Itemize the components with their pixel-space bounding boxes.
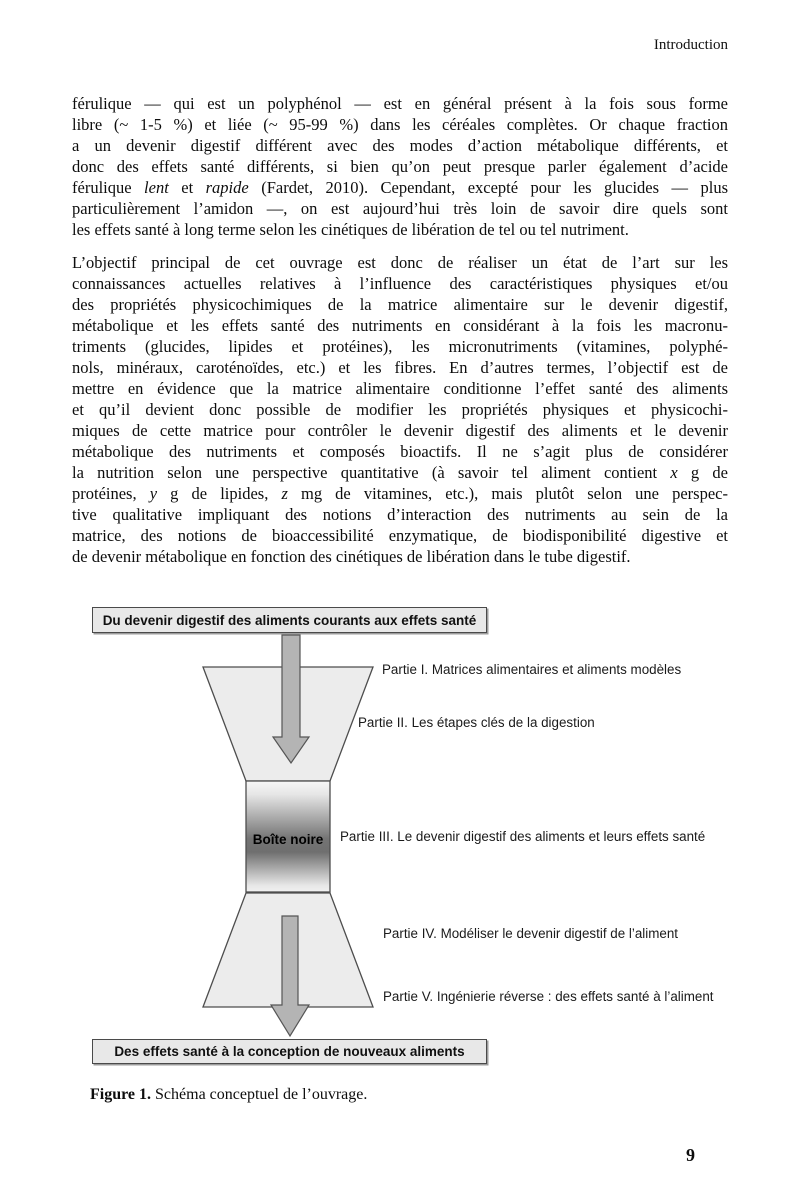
italic-text-segment: y: [149, 484, 158, 503]
text-line: [72, 177, 728, 198]
text-line: [72, 219, 728, 240]
text-segment: particulièrement l’amidon —, on est aujourd’hui très loin de savoir dire quels sont: [72, 199, 728, 218]
italic-text-segment: rapide: [205, 178, 249, 197]
text-line: [72, 546, 728, 567]
text-segment: g de lipides,: [157, 484, 282, 503]
figure-caption-number: Figure 1.: [90, 1086, 152, 1103]
figure-label-partie-1: Partie I. Matrices alimentaires et aliments modèles: [382, 662, 682, 677]
text-line: [72, 483, 728, 504]
figure-bottom-box: [92, 1039, 487, 1064]
text-segment: matrice, des notions de bioaccessibilité enzymatique, de biodisponibilité digestive et: [72, 526, 728, 545]
text-segment: miques de cette matrice pour contrôler le devenir digestif des aliments et le devenir: [72, 421, 728, 440]
paragraph-2: [72, 252, 728, 567]
running-header: Introduction: [653, 37, 728, 53]
text-segment: connaissances actuelles relatives à l’influence des caractéristiques physiques et/ou: [72, 274, 728, 293]
text-segment: métabolique des nutriments et composés bioactifs. Il ne s’agit plus de considérer: [72, 442, 728, 461]
text-segment: les effets santé à long terme selon les cinétiques de libération de tel ou tel nutriment.: [72, 220, 629, 239]
italic-text-segment: x: [670, 463, 678, 482]
text-line: [72, 294, 728, 315]
text-segment: et: [168, 178, 206, 197]
text-segment: a un devenir digestif différent avec des modes d’action métabolique différents, et: [72, 136, 728, 155]
text-segment: métabolique et les effets santé des nutriments en considérant à la fois les macronu-: [72, 316, 728, 335]
text-segment: tive qualitative impliquant des notions d’interaction des nutriments au sein de la: [72, 505, 728, 524]
figure-label-partie-3: Partie III. Le devenir digestif des aliments et leurs effets santé: [340, 829, 706, 844]
figure-caption: [90, 1086, 367, 1104]
text-line: [72, 357, 728, 378]
text-segment: mettre en évidence que la matrice alimentaire conditionne l’effet santé des aliments: [72, 379, 728, 398]
text-line: [72, 336, 728, 357]
black-box-label: Boîte noire: [252, 832, 324, 847]
text-line: [72, 420, 728, 441]
text-segment: de devenir métabolique en fonction des cinétiques de libération dans le tube digestif.: [72, 547, 631, 566]
text-segment: férulique: [72, 178, 145, 197]
text-segment: mg de vitamines, etc.), mais plutôt selon une perspec-: [287, 484, 728, 503]
text-line: [72, 378, 728, 399]
text-segment: férulique — qui est un polyphénol — est en général présent à la fois sous forme: [72, 94, 728, 113]
text-line: [72, 114, 728, 135]
italic-text-segment: z: [281, 484, 288, 503]
text-segment: la nutrition selon une perspective quantitative (à savoir tel aliment contient: [72, 463, 671, 482]
text-line: [72, 504, 728, 525]
figure-label-partie-2: Partie II. Les étapes clés de la digestion: [358, 715, 595, 730]
text-segment: des propriétés physicochimiques de la matrice alimentaire sur le devenir digestif,: [72, 295, 728, 314]
text-segment: g de: [677, 463, 728, 482]
text-line: [72, 273, 728, 294]
figure-top-box: [92, 607, 487, 633]
figure-bottom-box-label: Des effets santé à la conception de nouveaux aliments: [114, 1044, 465, 1059]
text-segment: triments (glucides, lipides et protéines), les micronutriments (vitamines, polyphé-: [72, 337, 728, 356]
text-segment: et qu’il devient donc possible de modifier les propriétés physiques et physicochi-: [72, 400, 728, 419]
text-line: [72, 156, 728, 177]
figure-label-partie-5: Partie V. Ingénierie réverse : des effets santé à l’aliment: [383, 989, 714, 1004]
text-segment: (Fardet, 2010). Cependant, excepté pour les glucides — plus: [248, 178, 728, 197]
text-line: [72, 462, 728, 483]
text-line: [72, 441, 728, 462]
figure-caption-text: Schéma conceptuel de l’ouvrage.: [151, 1086, 368, 1103]
text-line: [72, 315, 728, 336]
figure-label-partie-4: Partie IV. Modéliser le devenir digestif de l’aliment: [383, 926, 678, 941]
figure-top-box-label: Du devenir digestif des aliments courants aux effets santé: [102, 612, 477, 628]
text-line: [72, 252, 728, 273]
text-segment: L’objectif principal de cet ouvrage est donc de réaliser un état de l’art sur les: [72, 253, 728, 272]
text-line: [72, 135, 728, 156]
text-line: [72, 525, 728, 546]
text-line: [72, 93, 728, 114]
text-line: [72, 198, 728, 219]
text-line: [72, 399, 728, 420]
text-segment: donc des effets santé différents, si bien qu’on peut presque parler également d’acide: [72, 157, 728, 176]
text-segment: nols, minéraux, caroténoïdes, etc.) et les fibres. En d’autres termes, l’objectif est de: [72, 358, 728, 377]
text-segment: libre (~ 1-5 %) et liée (~ 95-99 %) dans les céréales complètes. Or chaque fraction: [72, 115, 728, 134]
italic-text-segment: lent: [144, 178, 169, 197]
page-number: 9: [686, 1145, 695, 1165]
paragraph-1: [72, 93, 728, 240]
text-segment: protéines,: [72, 484, 150, 503]
